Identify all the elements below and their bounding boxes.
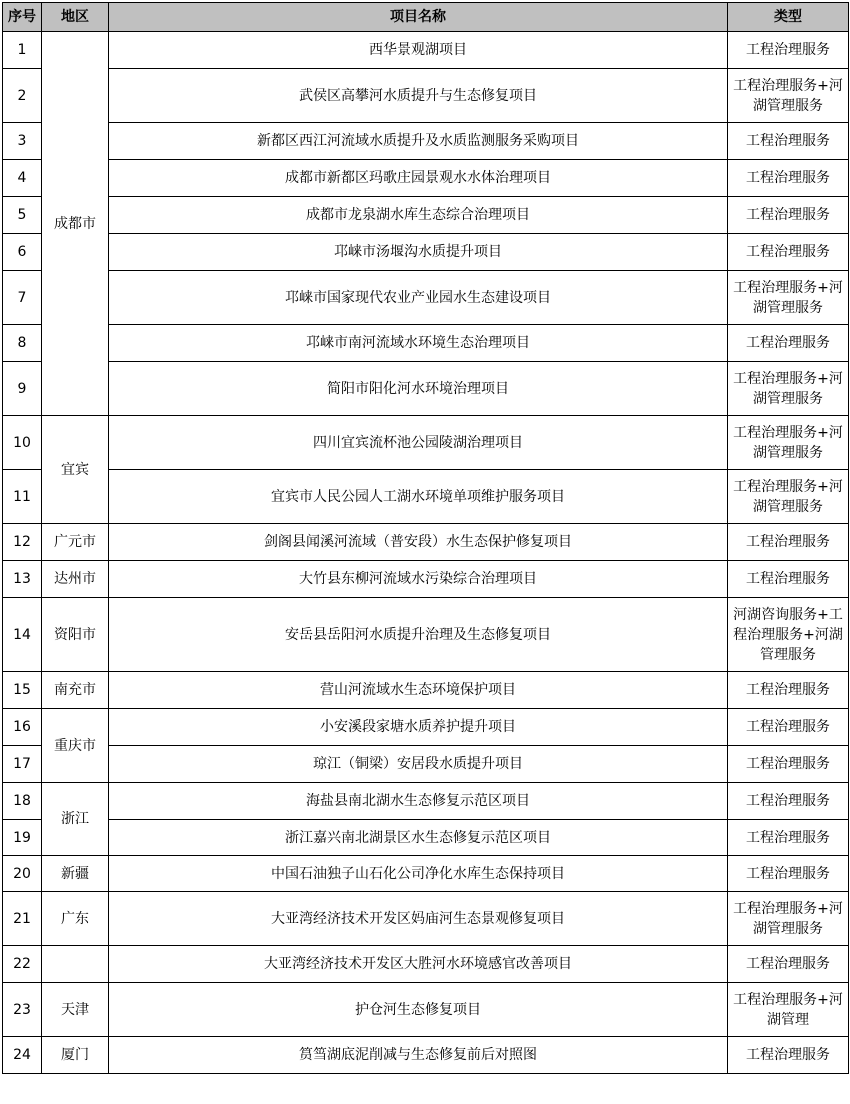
row-name: 中国石油独子山石化公司净化水库生态保持项目: [109, 856, 728, 892]
project-table: [2, 2, 849, 1074]
row-seq: 24: [3, 1037, 42, 1074]
table-row: [3, 946, 849, 983]
row-type: 工程治理服务: [728, 234, 849, 271]
table-row: [3, 856, 849, 892]
row-name: 大亚湾经济技术开发区大胜河水环境感官改善项目: [109, 946, 728, 983]
table-row: [3, 892, 849, 946]
row-name: 护仓河生态修复项目: [109, 983, 728, 1037]
table-row: [3, 524, 849, 561]
table-row: [3, 123, 849, 160]
table-row: [3, 32, 849, 69]
table-row: [3, 470, 849, 524]
region-cell: 南充市: [42, 672, 109, 709]
table-row: [3, 160, 849, 197]
header-type: 类型: [728, 3, 849, 32]
row-name: 邛崃市南河流域水环境生态治理项目: [109, 325, 728, 362]
row-seq: 14: [3, 598, 42, 672]
table-row: [3, 234, 849, 271]
header-row: [3, 3, 849, 32]
row-type: 工程治理服务+河湖管理服务: [728, 362, 849, 416]
row-seq: 23: [3, 983, 42, 1037]
row-type: 工程治理服务+河湖管理服务: [728, 271, 849, 325]
row-name: 大亚湾经济技术开发区妈庙河生态景观修复项目: [109, 892, 728, 946]
region-cell: 广元市: [42, 524, 109, 561]
table-row: [3, 709, 849, 746]
row-name: 邛崃市汤堰沟水质提升项目: [109, 234, 728, 271]
row-name: 大竹县东柳河流域水污染综合治理项目: [109, 561, 728, 598]
table-row: [3, 271, 849, 325]
row-type: 工程治理服务: [728, 524, 849, 561]
row-seq: 10: [3, 416, 42, 470]
row-seq: 20: [3, 856, 42, 892]
row-seq: 17: [3, 746, 42, 783]
row-name: 邛崃市国家现代农业产业园水生态建设项目: [109, 271, 728, 325]
row-name: 新都区西江河流域水质提升及水质监测服务采购项目: [109, 123, 728, 160]
table-row: [3, 983, 849, 1037]
table-row: [3, 561, 849, 598]
row-name: 四川宜宾流杯池公园陵湖治理项目: [109, 416, 728, 470]
row-seq: 18: [3, 783, 42, 820]
row-seq: 15: [3, 672, 42, 709]
region-cell: 浙江: [42, 783, 109, 856]
row-seq: 8: [3, 325, 42, 362]
row-seq: 13: [3, 561, 42, 598]
table-row: [3, 598, 849, 672]
region-cell: 重庆市: [42, 709, 109, 783]
row-seq: 4: [3, 160, 42, 197]
row-type: 工程治理服务: [728, 561, 849, 598]
row-name: 筼筜湖底泥削减与生态修复前后对照图: [109, 1037, 728, 1074]
table-row: [3, 325, 849, 362]
region-cell: 新疆: [42, 856, 109, 892]
row-type: 工程治理服务: [728, 783, 849, 820]
table-row: [3, 1037, 849, 1074]
table-row: [3, 362, 849, 416]
table-row: [3, 783, 849, 820]
row-type: 工程治理服务+河湖管理: [728, 983, 849, 1037]
region-cell: 资阳市: [42, 598, 109, 672]
row-name: 西华景观湖项目: [109, 32, 728, 69]
row-type: 工程治理服务+河湖管理服务: [728, 69, 849, 123]
row-seq: 22: [3, 946, 42, 983]
header-seq: 序号: [3, 3, 42, 32]
table-row: [3, 746, 849, 783]
region-cell: 广东: [42, 892, 109, 946]
row-name: 成都市龙泉湖水库生态综合治理项目: [109, 197, 728, 234]
region-cell: 达州市: [42, 561, 109, 598]
region-cell: 天津: [42, 983, 109, 1037]
row-type: 工程治理服务: [728, 325, 849, 362]
row-seq: 11: [3, 470, 42, 524]
row-name: 简阳市阳化河水环境治理项目: [109, 362, 728, 416]
row-name: 营山河流域水生态环境保护项目: [109, 672, 728, 709]
row-seq: 5: [3, 197, 42, 234]
row-type: 工程治理服务: [728, 946, 849, 983]
row-name: 宜宾市人民公园人工湖水环境单项维护服务项目: [109, 470, 728, 524]
region-cell: 成都市: [42, 32, 109, 416]
row-type: 工程治理服务+河湖管理服务: [728, 470, 849, 524]
row-name: 海盐县南北湖水生态修复示范区项目: [109, 783, 728, 820]
header-region: 地区: [42, 3, 109, 32]
region-cell: 厦门: [42, 1037, 109, 1074]
table-row: [3, 197, 849, 234]
table-row: [3, 820, 849, 856]
row-seq: 21: [3, 892, 42, 946]
row-type: 河湖咨询服务+工程治理服务+河湖管理服务: [728, 598, 849, 672]
table-row: [3, 69, 849, 123]
table-row: [3, 416, 849, 470]
row-name: 小安溪段家塘水质养护提升项目: [109, 709, 728, 746]
row-seq: 12: [3, 524, 42, 561]
row-name: 成都市新都区玛歌庄园景观水水体治理项目: [109, 160, 728, 197]
row-type: 工程治理服务: [728, 672, 849, 709]
row-name: 剑阁县闻溪河流域（普安段）水生态保护修复项目: [109, 524, 728, 561]
row-seq: 6: [3, 234, 42, 271]
header-name: 项目名称: [109, 3, 728, 32]
row-seq: 16: [3, 709, 42, 746]
row-name: 浙江嘉兴南北湖景区水生态修复示范区项目: [109, 820, 728, 856]
row-type: 工程治理服务+河湖管理服务: [728, 892, 849, 946]
row-seq: 9: [3, 362, 42, 416]
row-seq: 2: [3, 69, 42, 123]
region-cell: 宜宾: [42, 416, 109, 524]
row-type: 工程治理服务: [728, 197, 849, 234]
row-name: 琼江（铜梁）安居段水质提升项目: [109, 746, 728, 783]
row-type: 工程治理服务: [728, 32, 849, 69]
row-name: 武侯区高攀河水质提升与生态修复项目: [109, 69, 728, 123]
row-seq: 19: [3, 820, 42, 856]
table-row: [3, 672, 849, 709]
row-seq: 3: [3, 123, 42, 160]
region-cell: [42, 946, 109, 983]
row-type: 工程治理服务: [728, 123, 849, 160]
row-name: 安岳县岳阳河水质提升治理及生态修复项目: [109, 598, 728, 672]
row-type: 工程治理服务: [728, 746, 849, 783]
row-type: 工程治理服务+河湖管理服务: [728, 416, 849, 470]
row-type: 工程治理服务: [728, 160, 849, 197]
row-seq: 1: [3, 32, 42, 69]
row-type: 工程治理服务: [728, 856, 849, 892]
row-seq: 7: [3, 271, 42, 325]
row-type: 工程治理服务: [728, 1037, 849, 1074]
row-type: 工程治理服务: [728, 709, 849, 746]
row-type: 工程治理服务: [728, 820, 849, 856]
